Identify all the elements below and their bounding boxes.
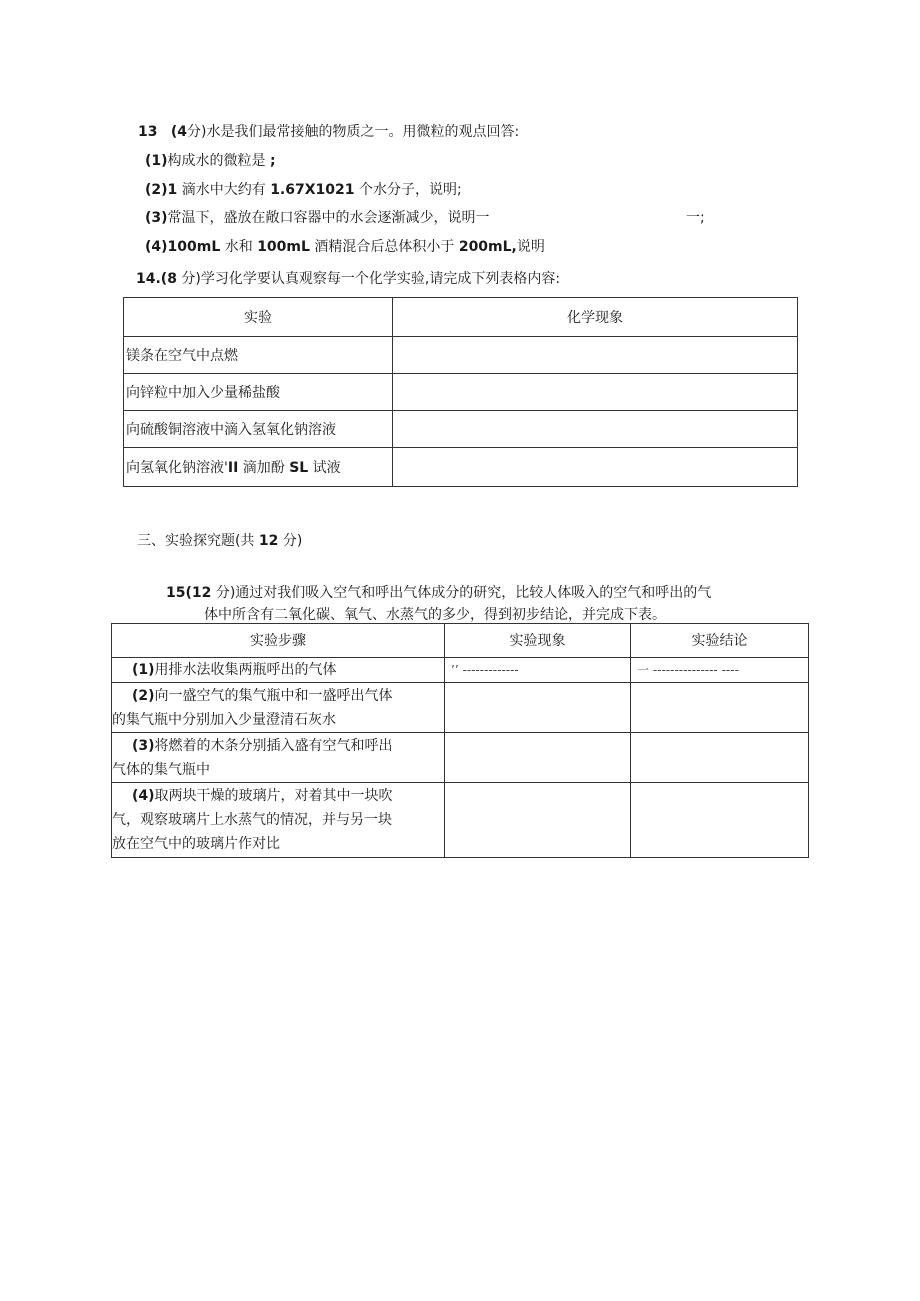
q13-part2-text-c: 个水分子，说明; xyxy=(354,182,462,198)
experiment-cell xyxy=(124,448,393,487)
section3-score: 12 xyxy=(258,533,279,549)
step-text-line3: 放在空气中的玻璃片作对比 xyxy=(112,836,280,852)
step-text-line1: 向一盛空气的集气瓶中和一盛呼出气体 xyxy=(154,687,393,704)
step-label: (4) xyxy=(132,788,155,804)
phenomenon-answer-cell[interactable] xyxy=(393,374,798,411)
q13-stem xyxy=(138,121,519,141)
step-label: (1) xyxy=(132,662,155,678)
step-label: (3) xyxy=(132,737,155,754)
q13-part1 xyxy=(145,150,276,170)
experiment-text-a: 向氢氧化钠溶液' xyxy=(126,460,228,476)
step-cell xyxy=(112,683,445,733)
step-text-line2: 气体的集气瓶中 xyxy=(112,761,210,778)
table-row xyxy=(112,683,809,733)
q14-number: 14.(8 xyxy=(136,271,177,287)
conclusion-answer-cell[interactable] xyxy=(631,733,809,783)
phenomenon-answer-cell[interactable] xyxy=(445,683,631,733)
conclusion-blank: 一 --------------- ---- xyxy=(637,663,739,677)
experiment-cell: 镁条在空气中点燃 xyxy=(124,337,393,374)
table-row xyxy=(124,374,798,411)
q13-part4-text-e: 说明 xyxy=(516,239,545,255)
q13-part1-label: (1) xyxy=(145,153,168,169)
q14-stem-text: 分)学习化学要认真观察每一个化学实验,请完成下列表格内容: xyxy=(181,271,561,287)
step-cell xyxy=(112,783,445,858)
q13-number: 13 xyxy=(138,124,158,140)
step-text-line2: 气，观察玻璃片上水蒸气的情况，并与另一块 xyxy=(112,812,392,828)
q13-part3-label: (3) xyxy=(145,210,168,226)
step-cell xyxy=(112,658,445,683)
table-row xyxy=(112,733,809,783)
q13-part3-text: 常温下，盛放在敞口容器中的水会逐渐减少，说明一 xyxy=(167,210,490,226)
experiment-cell: 向硫酸铜溶液中滴入氢氧化钠溶液 xyxy=(124,411,393,448)
q15-table xyxy=(111,623,809,858)
header-phenomenon: 实验现象 xyxy=(445,624,631,658)
step-text-line2: 的集气瓶中分别加入少量澄清石灰水 xyxy=(112,711,336,728)
table-header-row xyxy=(112,624,809,658)
section3-title xyxy=(137,530,302,550)
q15-stem-text1: 分)通过对我们吸入空气和呼出气体成分的研究，比较人体吸入的空气和呼出的气 xyxy=(215,585,712,601)
step-text-line1: 将燃着的木条分别插入盛有空气和呼出 xyxy=(154,737,393,754)
experiment-text-c: 滴加酚 xyxy=(238,460,290,476)
q15-number: 15(12 xyxy=(166,585,212,601)
q13-part2-text-a: 滴水中大约有 xyxy=(177,182,271,198)
q13-part4 xyxy=(145,236,545,256)
phenomenon-answer-cell[interactable] xyxy=(445,733,631,783)
q13-part2-number: 1.67X1021 xyxy=(270,182,355,198)
conclusion-answer-cell[interactable] xyxy=(631,783,809,858)
q13-part4-text-a: 水和 xyxy=(220,239,258,255)
phenomenon-answer-cell[interactable] xyxy=(445,658,631,683)
q13-part4-label: (4)100mL xyxy=(145,239,221,255)
section3-title-a: 三、实验探究题(共 xyxy=(137,533,259,549)
q14-table xyxy=(123,297,798,487)
experiment-text-e: 试液 xyxy=(308,460,341,476)
table-header-row xyxy=(124,298,798,337)
table-row xyxy=(112,783,809,858)
q13-part3 xyxy=(145,207,490,227)
q14-stem xyxy=(136,268,560,288)
step-text: 用排水法收集两瓶呼出的气体 xyxy=(154,662,337,678)
q13-part4-volume: 100mL xyxy=(257,239,310,255)
q13-part3-end: 一; xyxy=(686,210,705,226)
section3-title-c: 分) xyxy=(278,533,303,549)
header-phenomenon: 化学现象 xyxy=(393,298,798,337)
header-conclusion: 实验结论 xyxy=(631,624,809,658)
q13-part1-end: ; xyxy=(270,153,276,169)
step-label: (2) xyxy=(132,687,155,704)
q13-part4-text-c: 酒精混合后总体积小于 xyxy=(309,239,459,255)
q15-stem-line2: 体中所含有二氧化碳、氧气、水蒸气的多少，得到初步结论，并完成下表。 xyxy=(204,607,666,623)
q13-score: (4 xyxy=(170,124,187,140)
phenomenon-answer-cell[interactable] xyxy=(393,411,798,448)
q13-part4-total: 200mL, xyxy=(458,239,517,255)
q13-part2-label: (2)1 xyxy=(145,182,178,198)
table-row xyxy=(124,337,798,374)
header-steps: 实验步骤 xyxy=(112,624,445,658)
experiment-cell: 向锌粒中加入少量稀盐酸 xyxy=(124,374,393,411)
table-row xyxy=(124,411,798,448)
step-cell xyxy=(112,733,445,783)
header-experiment: 实验 xyxy=(124,298,393,337)
phenomenon-answer-cell[interactable] xyxy=(393,337,798,374)
phenomenon-answer-cell[interactable] xyxy=(445,783,631,858)
conclusion-answer-cell[interactable] xyxy=(631,683,809,733)
conclusion-answer-cell[interactable] xyxy=(631,658,809,683)
experiment-text-d: SL xyxy=(289,460,309,476)
q13-part2 xyxy=(145,179,462,199)
q15-stem-line1 xyxy=(166,582,711,602)
phenomenon-blank: ’’ ------------- xyxy=(451,663,519,677)
phenomenon-answer-cell[interactable] xyxy=(393,448,798,487)
table-row xyxy=(112,658,809,683)
step-text-line1: 取两块干燥的玻璃片，对着其中一块吹 xyxy=(154,788,393,804)
experiment-text-b: II xyxy=(227,460,239,476)
q13-stem-text: 分)水是我们最常接触的物质之一。用微粒的观点回答: xyxy=(186,124,520,140)
q13-part1-text: 构成水的微粒是 xyxy=(167,153,266,169)
table-row xyxy=(124,448,798,487)
